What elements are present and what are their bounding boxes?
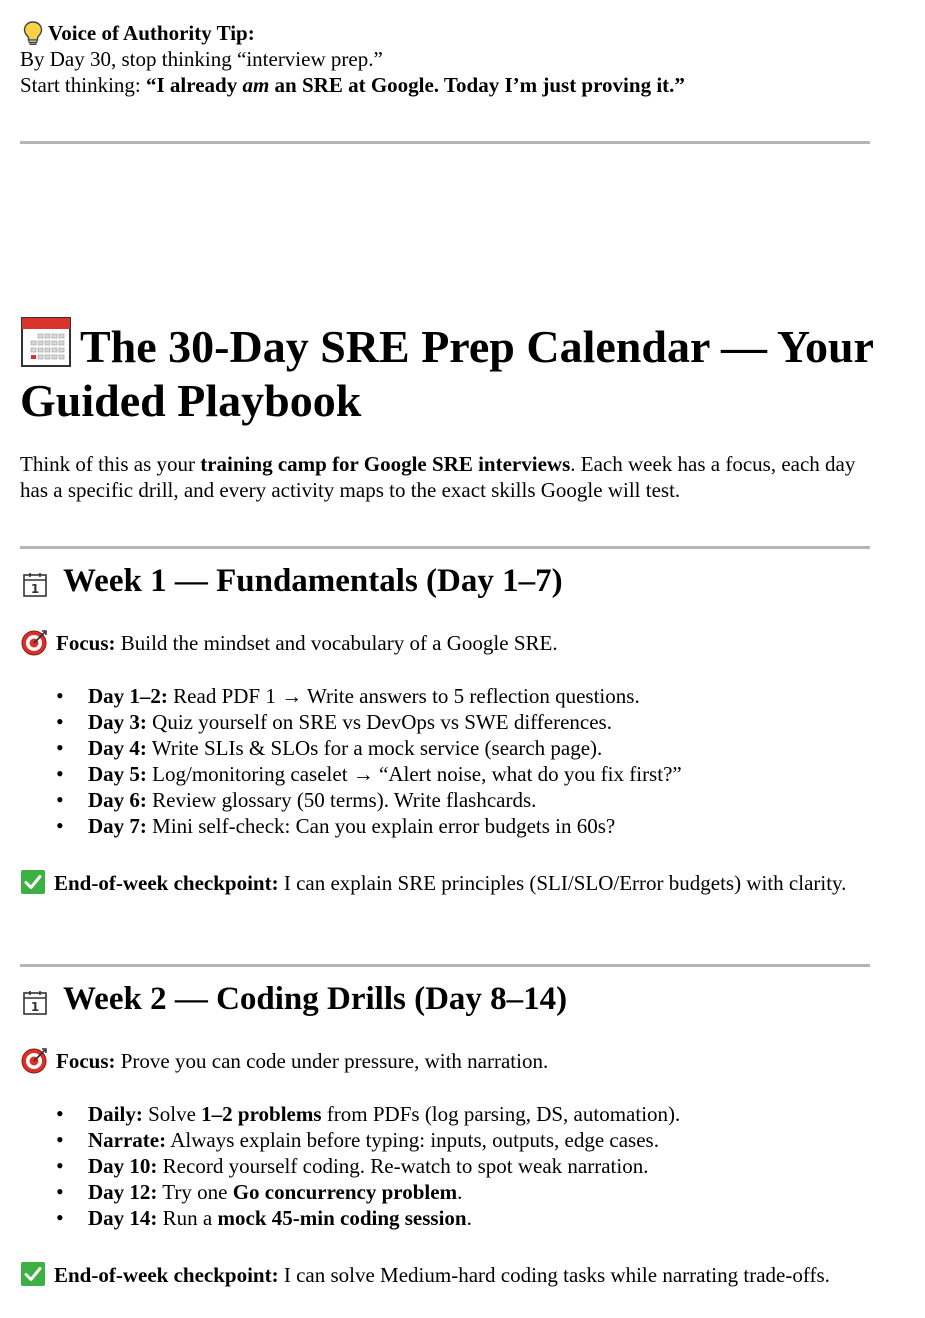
item-text: Solve	[142, 1102, 202, 1126]
week-1-heading-text: Week 1 — Fundamentals (Day 1–7)	[63, 563, 563, 599]
item-text: Quiz yourself on SRE vs DevOps vs SWE differences.	[146, 710, 612, 734]
item-label: Daily:	[88, 1102, 143, 1126]
item-text: Review glossary (50 terms). Write flashcards.	[146, 788, 537, 812]
item-label: Day 4:	[88, 736, 147, 760]
tip-quote	[146, 73, 685, 97]
tip-quote-part-2: an SRE at Google. Today I’m just proving it.”	[269, 73, 685, 97]
tip-heading	[20, 20, 685, 46]
week-2-heading	[20, 979, 567, 1019]
week-1-checkpoint	[20, 869, 870, 896]
divider	[20, 546, 870, 549]
target-icon	[20, 629, 48, 657]
page-title-text: The 30-Day SRE Prep Calendar — Your Guided Playbook	[20, 321, 874, 426]
lightbulb-icon	[20, 20, 46, 46]
list-item	[88, 761, 682, 787]
item-text: Record yourself coding. Re-watch to spot weak narration.	[157, 1154, 649, 1178]
intro-text-2: . Each week has a focus, each day has a specific drill, and every activity maps to the exact skills Google will test.	[20, 452, 856, 502]
calendar-icon	[20, 316, 72, 368]
week-2-heading-text: Week 2 — Coding Drills (Day 8–14)	[63, 981, 568, 1017]
item-text: Run a	[157, 1206, 218, 1230]
tip-line-2-prefix: Start thinking:	[20, 73, 146, 97]
item-label: Day 10:	[88, 1154, 158, 1178]
focus-text: Build the mindset and vocabulary of a Google SRE.	[115, 631, 558, 655]
item-bold: 1–2 problems	[201, 1102, 322, 1126]
item-text: Log/monitoring caselet → “Alert noise, what do you fix first?”	[146, 762, 682, 786]
week-2-checkpoint	[20, 1261, 870, 1288]
item-text: Mini self-check: Can you explain error budgets in 60s?	[146, 814, 616, 838]
list-item	[88, 787, 682, 813]
week-1-list	[20, 683, 682, 839]
item-label: Day 1–2:	[88, 684, 168, 708]
week-1-heading	[20, 561, 563, 601]
item-label: Day 3:	[88, 710, 147, 734]
item-label: Day 7:	[88, 814, 147, 838]
item-label: Narrate:	[88, 1128, 167, 1152]
list-item	[88, 683, 682, 709]
list-item	[88, 1101, 680, 1127]
item-label: Day 5:	[88, 762, 147, 786]
item-text: Try one	[157, 1180, 233, 1204]
svg-text:1: 1	[30, 1000, 40, 1014]
tip-line-2	[20, 72, 685, 98]
item-text: .	[457, 1180, 463, 1204]
checkpoint-label: End-of-week checkpoint:	[54, 871, 279, 895]
tip-line-1: By Day 30, stop thinking “interview prep.”	[20, 47, 383, 71]
list-item	[88, 1205, 680, 1231]
focus-label: Focus:	[56, 1049, 116, 1073]
item-text: .	[466, 1206, 472, 1230]
focus-text: Prove you can code under pressure, with narration.	[115, 1049, 549, 1073]
item-text: from PDFs (log parsing, DS, automation).	[321, 1102, 681, 1126]
check-mark-icon	[20, 869, 46, 895]
checkpoint-text: I can solve Medium-hard coding tasks while narrating trade-offs.	[278, 1263, 830, 1287]
calendar-page-icon	[22, 986, 48, 1012]
checkpoint-text: I can explain SRE principles (SLI/SLO/Error budgets) with clarity.	[278, 871, 847, 895]
checkpoint-label: End-of-week checkpoint:	[54, 1263, 279, 1287]
page-title	[20, 316, 880, 428]
intro-paragraph	[20, 451, 870, 503]
tip-quote-part-1: “I already	[146, 73, 243, 97]
week-2-list	[20, 1101, 680, 1231]
authority-tip	[20, 20, 685, 98]
list-item	[88, 813, 682, 839]
list-item	[88, 1179, 680, 1205]
list-item	[88, 1127, 680, 1153]
list-item	[88, 735, 682, 761]
divider	[20, 141, 870, 144]
item-bold: mock 45-min coding session	[217, 1206, 467, 1230]
tip-quote-emphasis: am	[242, 73, 270, 97]
item-text: Always explain before typing: inputs, outputs, edge cases.	[166, 1128, 659, 1152]
week-1-focus	[20, 629, 558, 657]
list-item	[88, 1153, 680, 1179]
item-label: Day 14:	[88, 1206, 158, 1230]
item-bold: Go concurrency problem	[232, 1180, 458, 1204]
intro-bold: training camp for Google SRE interviews	[200, 452, 571, 476]
item-text: Read PDF 1 → Write answers to 5 reflection questions.	[167, 684, 640, 708]
target-icon	[20, 1047, 48, 1075]
focus-label: Focus:	[56, 631, 116, 655]
list-item	[88, 709, 682, 735]
week-2-focus	[20, 1047, 548, 1075]
item-text: Write SLIs & SLOs for a mock service (search page).	[146, 736, 603, 760]
divider	[20, 964, 870, 967]
item-label: Day 6:	[88, 788, 147, 812]
calendar-page-icon	[22, 568, 48, 594]
check-mark-icon	[20, 1261, 46, 1287]
item-label: Day 12:	[88, 1180, 158, 1204]
intro-text-1: Think of this as your	[20, 452, 201, 476]
svg-text:1: 1	[30, 582, 40, 596]
tip-title: Voice of Authority Tip:	[48, 21, 255, 45]
